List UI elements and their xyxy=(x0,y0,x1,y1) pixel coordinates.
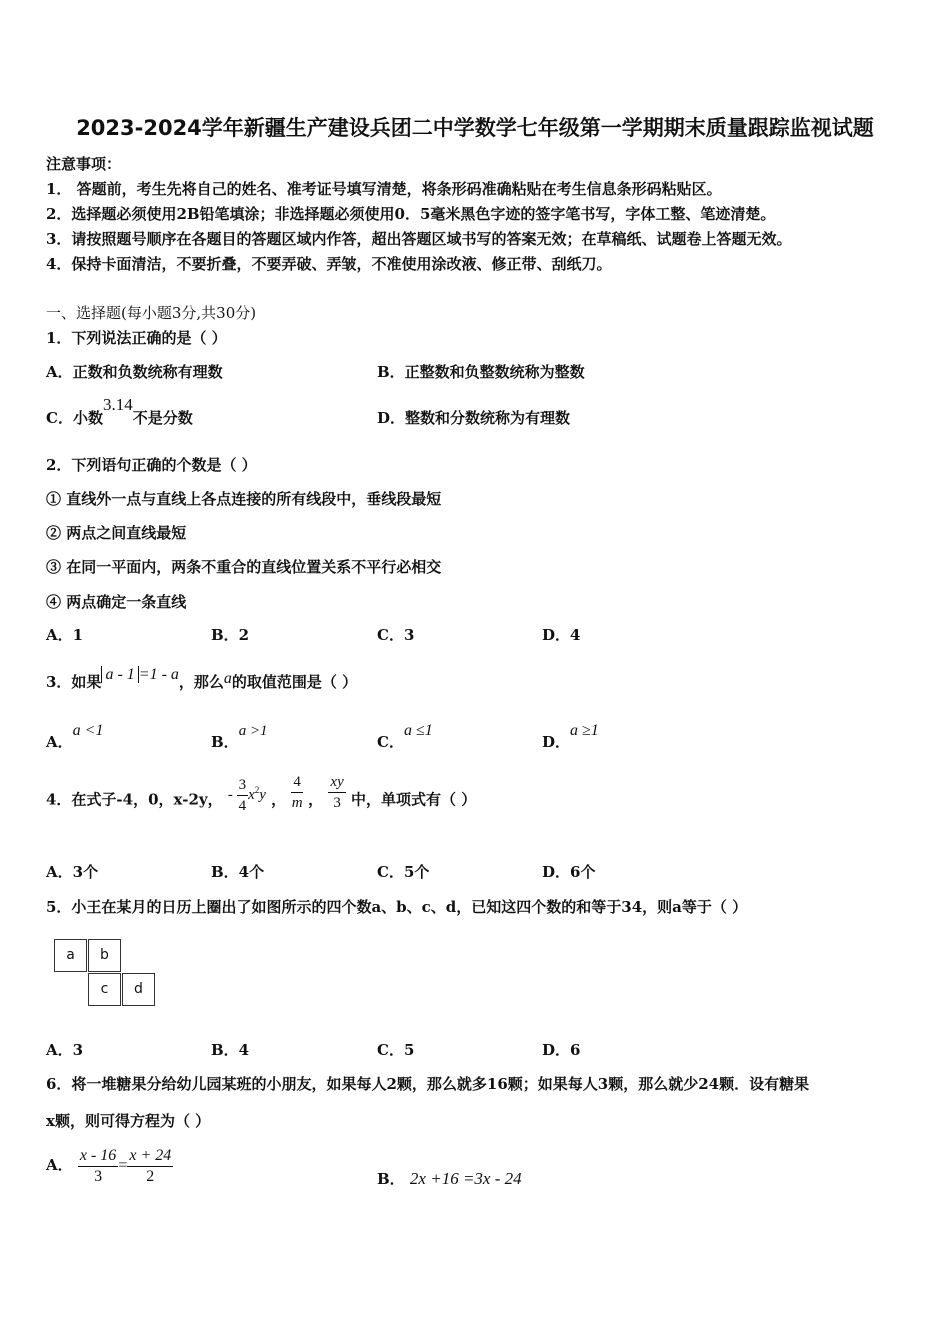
q5-option-d: D．6 xyxy=(542,1041,581,1059)
q4-option-c: C．5个 xyxy=(377,863,430,881)
q1-option-d: D．整数和分数统称为有理数 xyxy=(377,409,571,427)
note-item: 1． 答题前，考生先将自己的姓名、准考证号填写清楚，将条形码准确粘贴在考生信息条形码粘贴区。 xyxy=(46,180,722,198)
q4-fraction-3: $\frac{xy}{3}$ xyxy=(330,774,344,811)
q6-option-b: B． 2x +16 =3x - 24 xyxy=(377,1169,522,1188)
q3-stem-mid: ，那么 xyxy=(178,673,224,691)
q5-option-c: C．5 xyxy=(377,1041,415,1059)
q1-option-c-math: 3.14 xyxy=(102,395,133,414)
note-item: 2．选择题必须使用2B铅笔填涂；非选择题必须使用0．5毫米黑色字迹的签字笔书写，字体工整、笔迹清楚。 xyxy=(46,205,776,223)
q4-option-d: D．6个 xyxy=(542,863,596,881)
q2-option-a: A．1 xyxy=(46,626,84,644)
q1-stem: 1．下列说法正确的是（ ） xyxy=(46,329,227,347)
q1-option-a: A．正数和负数统称有理数 xyxy=(46,363,223,381)
q4-option-a: A．3个 xyxy=(46,863,99,881)
q5-option-a: A．3 xyxy=(46,1041,84,1059)
q5-option-b: B．4 xyxy=(211,1041,250,1059)
q2-statement-3: ③ 在同一平面内，两条不重合的直线位置关系不平行必相交 xyxy=(46,558,442,576)
calendar-cell-a: a xyxy=(54,939,87,972)
q3-stem-pre: 3．如果 xyxy=(46,673,102,691)
q3-option-b: B．a >1 xyxy=(211,723,268,751)
q2-statement-4: ④ 两点确定一条直线 xyxy=(46,593,187,611)
notes-heading: 注意事项： xyxy=(46,155,122,173)
q2-option-c: C．3 xyxy=(377,626,415,644)
note-item: 4．保持卡面清洁，不要折叠，不要弄破、弄皱，不准使用涂改液、修正带、刮纸刀。 xyxy=(46,255,612,273)
q4-option-b: B．4个 xyxy=(211,863,265,881)
q2-option-b: B．2 xyxy=(211,626,250,644)
q3-abs-expression: a - 1 xyxy=(101,666,138,683)
calendar-cell-d: d xyxy=(122,973,155,1006)
q3-stem xyxy=(46,666,358,692)
q3-abs-rhs: =1 - a xyxy=(138,666,179,683)
q1-option-b: B．正整数和负整数统称为整数 xyxy=(377,363,585,381)
section-heading: 一、选择题(每小题3分,共30分) xyxy=(46,304,257,322)
q6-stem-line2: x颗，则可得方程为（ ） xyxy=(46,1112,211,1130)
q6-stem-line1: 6．将一堆糖果分给幼儿园某班的小朋友，如果每人2颗，那么就多16颗；如果每人3颗，那么就少24颗．设有糖果 xyxy=(46,1075,810,1093)
q4-fraction-1: $\frac{3}{4}$ xyxy=(238,777,247,815)
q6-fraction-2: $\frac{x + 24}{2}$ xyxy=(129,1146,172,1185)
q3-variable: a xyxy=(223,670,232,687)
q4-fraction-2: $\frac{4}{m}$ xyxy=(291,774,303,811)
calendar-cell-b: b xyxy=(88,939,121,972)
q6-option-a: A． $\frac{x - 16}{3}$ = $\frac{x + 24}{2}$ xyxy=(46,1146,172,1185)
q2-statement-2: ② 两点之间直线最短 xyxy=(46,524,187,542)
q2-statement-1: ① 直线外一点与直线上各点连接的所有线段中，垂线段最短 xyxy=(46,490,442,508)
q4-stem-pre: 4．在式子-4，0，x-2y， xyxy=(46,790,223,809)
q3-option-a: A．a <1 xyxy=(46,722,104,751)
note-item: 3．请按照题号顺序在各题目的答题区域内作答，超出答题区域书写的答案无效；在草稿纸、试题卷上答题无效。 xyxy=(46,230,792,248)
q3-option-d: D．a ≥1 xyxy=(542,722,599,751)
q5-stem: 5．小王在某月的日历上圈出了如图所示的四个数a、b、c、d，已知这四个数的和等于34，则a等于（ ） xyxy=(46,898,748,916)
q2-stem: 2．下列语句正确的个数是（ ） xyxy=(46,456,257,474)
calendar-cell-c: c xyxy=(88,973,121,1006)
calendar-figure xyxy=(54,939,158,1009)
page-title: 2023-2024学年新疆生产建设兵团二中学数学七年级第一学期期末质量跟踪监视试题 xyxy=(76,116,874,140)
q1-option-c xyxy=(46,395,193,428)
q1-option-c-label: C．小数 xyxy=(46,409,103,427)
q2-option-d: D．4 xyxy=(542,626,581,644)
q4-stem-post: 中，单项式有（ ） xyxy=(350,790,477,809)
q3-stem-post: 的取值范围是（ ） xyxy=(231,673,358,691)
q3-option-c: C．a ≤1 xyxy=(377,722,433,751)
q4-stem: 4．在式子-4，0，x-2y， - $\frac{3}{4}$ $x^2y$ ， $\frac{4}{m}$ ， $\frac{xy}{3}$ 中，单项式有（ ） xyxy=(46,774,477,815)
q6-fraction-1: $\frac{x - 16}{3}$ xyxy=(79,1146,117,1185)
q1-option-c-post: 不是分数 xyxy=(132,409,193,427)
